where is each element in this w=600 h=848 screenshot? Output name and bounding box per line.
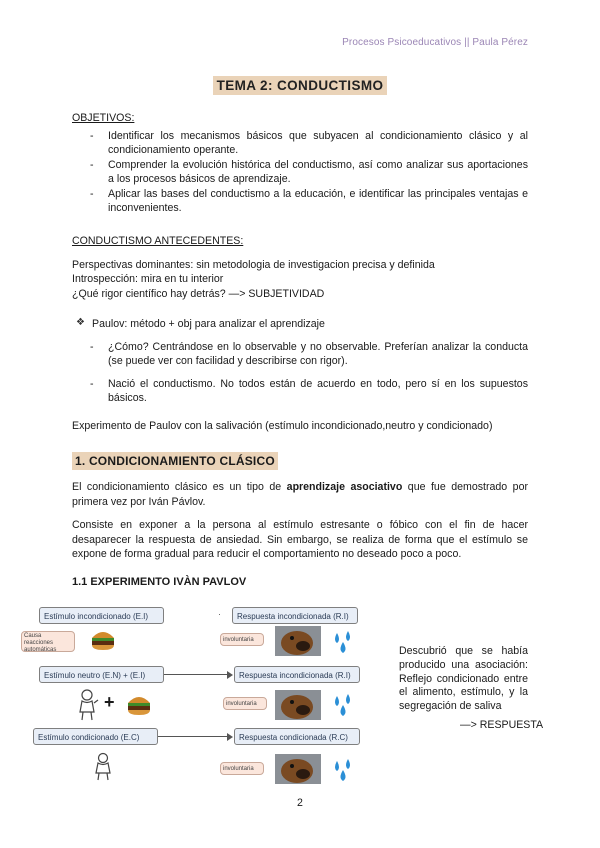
tag-involuntaria-3: involuntaria	[220, 762, 264, 775]
p1-bold: aprendizaje asociativo	[286, 481, 403, 493]
objetivo-item: - Aplicar las bases del conductismo a la educación, e identificar las principales ventajas e inconvenientes.	[72, 187, 528, 216]
antecedentes-line: Perspectivas dominantes: sin metodologia de investigacion precisa y definida	[72, 259, 435, 271]
dog-photo-icon	[275, 754, 321, 784]
section1-paragraph	[72, 480, 528, 509]
objetivo-item: - Identificar los mecanismos básicos que subyacen al condicionamiento clásico y al condicionamiento operante.	[72, 129, 528, 158]
arrow-head	[227, 733, 233, 741]
paulov-sublist	[72, 377, 528, 406]
saliva-drops-icon	[331, 629, 357, 655]
arrow-line	[164, 674, 228, 675]
saliva-drops-icon	[331, 692, 357, 718]
paulov-bullet: Paulov: método + obj para analizar el aprendizaje	[92, 318, 325, 330]
pavlov-diagram	[0, 596, 390, 796]
experimento-text: Experimento de Paulov con la salivación (estímulo incondicionado,neutro y condicionado)	[72, 420, 493, 432]
box-respuesta-incondicionada-2: Respuesta incondicionada (R.I)	[234, 666, 360, 683]
antecedentes-line: ¿Qué rigor científico hay detrás? —> SUBJETIVIDAD	[72, 288, 325, 300]
arrow-line	[158, 736, 228, 737]
burger-icon	[126, 692, 152, 716]
side-note-respuesta: —> RESPUESTA	[460, 719, 544, 731]
paulov-subitem: - ¿Cómo? Centrándose en lo observable y no observable. Preferían analizar la conducta (se puede ver con facilidad y describirse con rigor).	[72, 340, 528, 369]
paulov-sublist	[72, 340, 528, 369]
objetivos-heading: OBJETIVOS:	[72, 112, 135, 124]
subsection-heading: 1.1 EXPERIMENTO IVÀN PAVLOV	[72, 576, 247, 588]
dot-separator: ·	[218, 609, 221, 619]
objetivo-item: - Comprender la evolución histórica del conductismo, así como analizar sus aportaciones a los procesos básicos de aprendizaje.	[72, 158, 528, 187]
dog-photo-icon	[275, 690, 321, 720]
saliva-drops-icon	[331, 757, 357, 783]
tag-involuntaria-2: involuntaria	[223, 697, 267, 710]
dog-photo-icon	[275, 626, 321, 656]
antecedentes-heading: CONDUCTISMO ANTECEDENTES:	[72, 235, 244, 247]
burger-icon	[90, 627, 116, 651]
diamond-bullet-icon: ❖	[76, 317, 85, 328]
p1-text: El condicionamiento clásico es un tipo de	[72, 481, 287, 493]
p1-text-after: que fue demostrado por primera vez por Iván Pávlov.	[72, 481, 528, 508]
box-estimulo-neutro: Estímulo neutro (E.N) + (E.I)	[39, 666, 164, 683]
page-title	[0, 78, 600, 93]
box-estimulo-incondicionado: Estímulo incondicionado (E.I)	[39, 607, 164, 624]
section1-paragraph-2: Consiste en exponer a la persona al estímulo estresante o fóbico con el fin de hacer desaparecer la respuesta de ansiedad. Sin embargo, se realiza de forma que el estímulo se expone de forma gradual para reducir el comportamiento no deseado poco a poco.	[72, 519, 528, 561]
box-estimulo-condicionado: Estímulo condicionado (E.C)	[33, 728, 158, 745]
page-number: 2	[297, 797, 303, 809]
bell-man-icon	[74, 688, 100, 722]
antecedentes-line: Introspección: mira en tu interior	[72, 273, 224, 285]
arrow-head	[227, 671, 233, 679]
section-heading	[72, 454, 278, 468]
running-header: Procesos Psicoeducativos || Paula Pérez	[342, 37, 528, 48]
paulov-subitem: - Nació el conductismo. No todos están de acuerdo en todo, pero sí en los supuestos básicos.	[72, 377, 528, 406]
section-heading-text: 1. CONDICIONAMIENTO CLÁSICO	[72, 452, 278, 470]
box-respuesta-condicionada: Respuesta condicionada (R.C)	[234, 728, 360, 745]
plus-sign: +	[104, 692, 115, 712]
tag-reacciones-automaticas: Causa reacciones automáticas	[21, 631, 75, 652]
page-title-text: TEMA 2: CONDUCTISMO	[213, 76, 388, 95]
bell-man-icon	[91, 752, 115, 782]
box-respuesta-incondicionada-1: Respuesta incondicionada (R.I)	[232, 607, 358, 624]
tag-involuntaria-1: involuntaria	[220, 633, 264, 646]
side-note: Descubrió que se había producido una asociación: Reflejo condicionado entre el alimento, estímulo, y la segregación de saliva	[399, 645, 528, 713]
objetivos-list	[72, 129, 528, 215]
